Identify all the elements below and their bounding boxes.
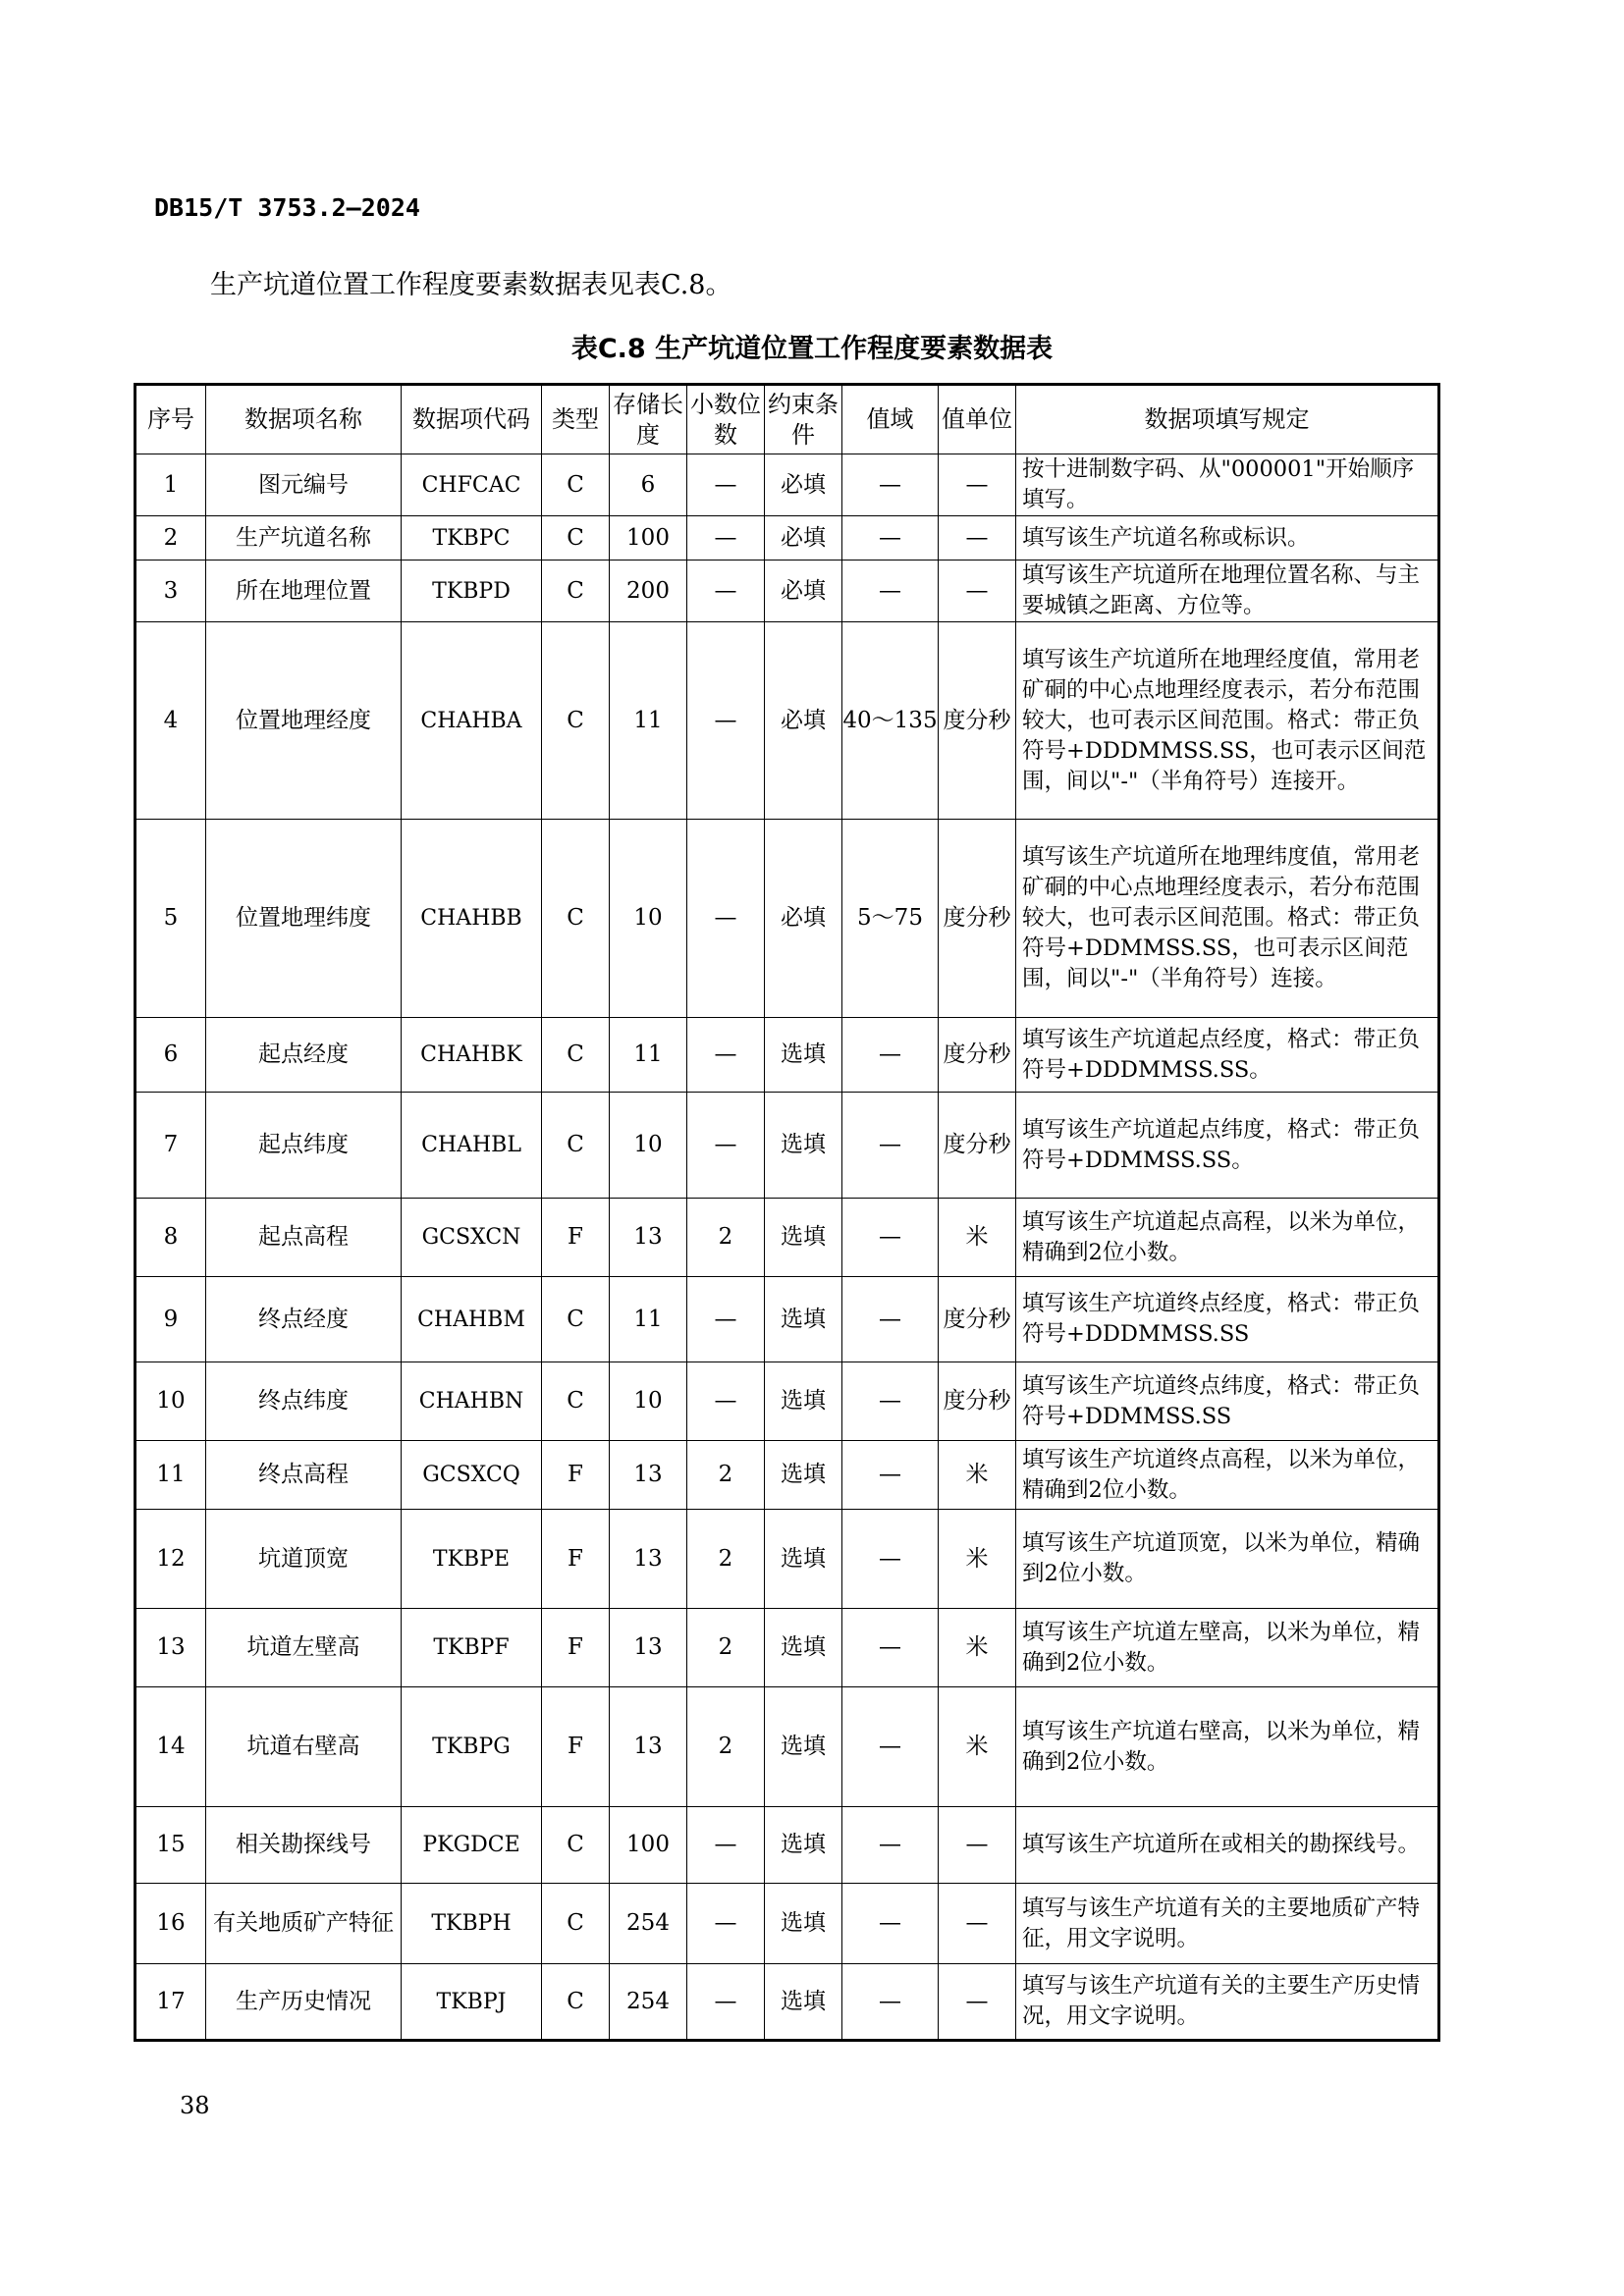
table-cell: 生产坑道名称 xyxy=(206,516,402,561)
table-cell: 填写该生产坑道起点纬度，格式：带正负符号+DDMMSS.SS。 xyxy=(1016,1093,1439,1199)
table-cell: 5 xyxy=(135,820,206,1018)
table-cell: 位置地理纬度 xyxy=(206,820,402,1018)
table-cell: — xyxy=(842,1807,939,1884)
table-row xyxy=(135,1441,1439,1510)
table-cell: 10 xyxy=(610,1362,687,1441)
column-header: 小数位数 xyxy=(687,385,765,454)
table-cell: — xyxy=(687,454,765,516)
table-cell: — xyxy=(687,1018,765,1093)
table-cell: 填写该生产坑道右壁高，以米为单位，精确到2位小数。 xyxy=(1016,1687,1439,1807)
table-cell: 11 xyxy=(610,1277,687,1362)
table-cell: 6 xyxy=(135,1018,206,1093)
table-cell: 起点经度 xyxy=(206,1018,402,1093)
table-cell: CHAHBK xyxy=(402,1018,542,1093)
table-cell: C xyxy=(542,1362,610,1441)
column-header: 值单位 xyxy=(939,385,1016,454)
table-row xyxy=(135,820,1439,1018)
table-cell: 13 xyxy=(610,1441,687,1510)
table-cell: — xyxy=(687,1964,765,2041)
table-cell: 2 xyxy=(687,1199,765,1277)
table-row xyxy=(135,1964,1439,2041)
table-cell: C xyxy=(542,454,610,516)
table-cell: CHAHBM xyxy=(402,1277,542,1362)
table-cell: 13 xyxy=(610,1609,687,1687)
table-cell: F xyxy=(542,1441,610,1510)
table-cell: 必填 xyxy=(765,622,842,820)
table-cell: — xyxy=(842,1884,939,1964)
table-cell: 坑道左壁高 xyxy=(206,1609,402,1687)
table-cell: — xyxy=(842,1687,939,1807)
table-cell: 起点高程 xyxy=(206,1199,402,1277)
table-cell: 填写该生产坑道起点经度，格式：带正负符号+DDDMMSS.SS。 xyxy=(1016,1018,1439,1093)
table-cell: 坑道右壁高 xyxy=(206,1687,402,1807)
table-cell: 100 xyxy=(610,1807,687,1884)
table-cell: — xyxy=(687,1362,765,1441)
column-header: 序号 xyxy=(135,385,206,454)
table-cell: — xyxy=(842,1362,939,1441)
table-cell: — xyxy=(842,516,939,561)
table-cell: C xyxy=(542,1807,610,1884)
table-row xyxy=(135,1884,1439,1964)
table-cell: 填写该生产坑道终点高程，以米为单位，精确到2位小数。 xyxy=(1016,1441,1439,1510)
table-cell: 选填 xyxy=(765,1362,842,1441)
table-cell: CHFCAC xyxy=(402,454,542,516)
table-cell: 选填 xyxy=(765,1510,842,1609)
table-cell: 填写该生产坑道终点经度，格式：带正负符号+DDDMMSS.SS xyxy=(1016,1277,1439,1362)
table-cell: 11 xyxy=(135,1441,206,1510)
table-cell: 2 xyxy=(135,516,206,561)
table-cell: 5～75 xyxy=(842,820,939,1018)
table-cell: — xyxy=(939,561,1016,622)
table-cell: C xyxy=(542,561,610,622)
table-cell: C xyxy=(542,1277,610,1362)
table-cell: — xyxy=(842,1964,939,2041)
table-cell: 选填 xyxy=(765,1018,842,1093)
table-cell: 选填 xyxy=(765,1964,842,2041)
table-cell: PKGDCE xyxy=(402,1807,542,1884)
table-cell: 12 xyxy=(135,1510,206,1609)
table-cell: C xyxy=(542,1018,610,1093)
table-cell: C xyxy=(542,820,610,1018)
table-row xyxy=(135,516,1439,561)
table-cell: 填写该生产坑道名称或标识。 xyxy=(1016,516,1439,561)
table-cell: 填写该生产坑道终点纬度，格式：带正负符号+DDMMSS.SS xyxy=(1016,1362,1439,1441)
table-cell: 40～135 xyxy=(842,622,939,820)
table-cell: C xyxy=(542,622,610,820)
table-row xyxy=(135,1687,1439,1807)
table-cell: — xyxy=(939,1964,1016,2041)
column-header: 数据项名称 xyxy=(206,385,402,454)
table-cell: 15 xyxy=(135,1807,206,1884)
table-cell: — xyxy=(842,1510,939,1609)
table-cell: TKBPE xyxy=(402,1510,542,1609)
table-cell: TKBPJ xyxy=(402,1964,542,2041)
table-cell: 按十进制数字码、从"000001"开始顺序填写。 xyxy=(1016,454,1439,516)
table-row xyxy=(135,1277,1439,1362)
table-cell: 填写与该生产坑道有关的主要地质矿产特征，用文字说明。 xyxy=(1016,1884,1439,1964)
table-row xyxy=(135,1018,1439,1093)
table-cell: 图元编号 xyxy=(206,454,402,516)
table-cell: 1 xyxy=(135,454,206,516)
table-cell: 选填 xyxy=(765,1884,842,1964)
table-cell: 10 xyxy=(135,1362,206,1441)
table-cell: TKBPG xyxy=(402,1687,542,1807)
table-cell: — xyxy=(687,516,765,561)
table-cell: 终点纬度 xyxy=(206,1362,402,1441)
table-cell: 填写该生产坑道所在或相关的勘探线号。 xyxy=(1016,1807,1439,1884)
table-cell: 100 xyxy=(610,516,687,561)
table-cell: 填写该生产坑道所在地理经度值，常用老矿硐的中心点地理经度表示，若分布范围较大，也可表示区间范围。格式：带正负符号+DDDMMSS.SS，也可表示区间范围，间以"-"（半角符号）连接开。 xyxy=(1016,622,1439,820)
document-code: DB15/T 3753.2—2024 xyxy=(154,193,420,222)
table-cell: 13 xyxy=(610,1199,687,1277)
table-cell: 必填 xyxy=(765,820,842,1018)
table-cell: 填写该生产坑道左壁高，以米为单位，精确到2位小数。 xyxy=(1016,1609,1439,1687)
table-cell: — xyxy=(842,1093,939,1199)
table-cell: F xyxy=(542,1687,610,1807)
table-cell: — xyxy=(687,1093,765,1199)
table-cell: 选填 xyxy=(765,1609,842,1687)
column-header: 类型 xyxy=(542,385,610,454)
table-cell: 米 xyxy=(939,1609,1016,1687)
column-header: 数据项填写规定 xyxy=(1016,385,1439,454)
table-cell: GCSXCN xyxy=(402,1199,542,1277)
table-cell: TKBPC xyxy=(402,516,542,561)
table-cell: 坑道顶宽 xyxy=(206,1510,402,1609)
table-row xyxy=(135,1609,1439,1687)
table-cell: 选填 xyxy=(765,1807,842,1884)
intro-paragraph: 生产坑道位置工作程度要素数据表见表C.8。 xyxy=(210,270,732,300)
table-cell: 9 xyxy=(135,1277,206,1362)
table-cell: 17 xyxy=(135,1964,206,2041)
table-cell: — xyxy=(842,561,939,622)
table-cell: TKBPH xyxy=(402,1884,542,1964)
table-cell: 2 xyxy=(687,1441,765,1510)
table-cell: 选填 xyxy=(765,1199,842,1277)
table-cell: 16 xyxy=(135,1884,206,1964)
table-cell: 13 xyxy=(135,1609,206,1687)
column-header: 约束条件 xyxy=(765,385,842,454)
table-cell: 生产历史情况 xyxy=(206,1964,402,2041)
table-cell: 米 xyxy=(939,1510,1016,1609)
table-cell: — xyxy=(842,1441,939,1510)
table-cell: 必填 xyxy=(765,561,842,622)
table-cell: TKBPD xyxy=(402,561,542,622)
table-cell: 2 xyxy=(687,1609,765,1687)
table-cell: F xyxy=(542,1510,610,1609)
table-header-row xyxy=(135,385,1439,454)
table-row xyxy=(135,1510,1439,1609)
table-cell: 终点经度 xyxy=(206,1277,402,1362)
table-cell: 4 xyxy=(135,622,206,820)
table-cell: 11 xyxy=(610,1018,687,1093)
table-cell: C xyxy=(542,1093,610,1199)
table-cell: 2 xyxy=(687,1687,765,1807)
table-cell: — xyxy=(687,1277,765,1362)
table-row xyxy=(135,622,1439,820)
table-cell: — xyxy=(687,561,765,622)
table-cell: F xyxy=(542,1199,610,1277)
table-cell: CHAHBL xyxy=(402,1093,542,1199)
table-cell: 填写该生产坑道起点高程，以米为单位，精确到2位小数。 xyxy=(1016,1199,1439,1277)
table-row xyxy=(135,1093,1439,1199)
table-row xyxy=(135,561,1439,622)
table-cell: 起点纬度 xyxy=(206,1093,402,1199)
table-cell: 填写该生产坑道顶宽，以米为单位，精确到2位小数。 xyxy=(1016,1510,1439,1609)
table-cell: 254 xyxy=(610,1884,687,1964)
table-cell: — xyxy=(687,1807,765,1884)
table-cell: 选填 xyxy=(765,1687,842,1807)
table-cell: 200 xyxy=(610,561,687,622)
table-cell: 填写与该生产坑道有关的主要生产历史情况，用文字说明。 xyxy=(1016,1964,1439,2041)
table-cell: 度分秒 xyxy=(939,1018,1016,1093)
table-cell: 10 xyxy=(610,1093,687,1199)
table-cell: GCSXCQ xyxy=(402,1441,542,1510)
table-cell: — xyxy=(939,1807,1016,1884)
table-cell: 选填 xyxy=(765,1277,842,1362)
table-cell: 13 xyxy=(610,1510,687,1609)
table-cell: — xyxy=(842,1018,939,1093)
table-cell: — xyxy=(842,1609,939,1687)
table-cell: 11 xyxy=(610,622,687,820)
table-cell: C xyxy=(542,1964,610,2041)
table-cell: 米 xyxy=(939,1441,1016,1510)
table-cell: — xyxy=(939,1884,1016,1964)
table-cell: 254 xyxy=(610,1964,687,2041)
table-title: 表C.8 生产坑道位置工作程度要素数据表 xyxy=(570,334,1054,364)
table-row xyxy=(135,1362,1439,1441)
table-cell: 选填 xyxy=(765,1441,842,1510)
table-cell: 米 xyxy=(939,1687,1016,1807)
table-cell: 度分秒 xyxy=(939,622,1016,820)
column-header: 存储长度 xyxy=(610,385,687,454)
table-cell: C xyxy=(542,516,610,561)
table-cell: C xyxy=(542,1884,610,1964)
table-cell: 位置地理经度 xyxy=(206,622,402,820)
table-cell: CHAHBB xyxy=(402,820,542,1018)
table-cell: 所在地理位置 xyxy=(206,561,402,622)
table-cell: 14 xyxy=(135,1687,206,1807)
table-cell: CHAHBN xyxy=(402,1362,542,1441)
table-cell: 填写该生产坑道所在地理纬度值，常用老矿硐的中心点地理经度表示，若分布范围较大，也可表示区间范围。格式：带正负符号+DDMMSS.SS，也可表示区间范围，间以"-"（半角符号）连接。 xyxy=(1016,820,1439,1018)
column-header: 数据项代码 xyxy=(402,385,542,454)
table-cell: 度分秒 xyxy=(939,1093,1016,1199)
table-cell: 选填 xyxy=(765,1093,842,1199)
table-cell: 相关勘探线号 xyxy=(206,1807,402,1884)
table-cell: 2 xyxy=(687,1510,765,1609)
table-cell: 度分秒 xyxy=(939,1277,1016,1362)
table-cell: F xyxy=(542,1609,610,1687)
table-cell: — xyxy=(939,516,1016,561)
data-spec-table xyxy=(134,383,1440,2042)
table-cell: — xyxy=(842,1199,939,1277)
table-cell: 终点高程 xyxy=(206,1441,402,1510)
table-cell: 8 xyxy=(135,1199,206,1277)
table-cell: — xyxy=(939,454,1016,516)
table-row xyxy=(135,1807,1439,1884)
table-cell: 必填 xyxy=(765,516,842,561)
table-cell: 10 xyxy=(610,820,687,1018)
table-cell: — xyxy=(687,622,765,820)
table-cell: 必填 xyxy=(765,454,842,516)
table-cell: 13 xyxy=(610,1687,687,1807)
table-cell: CHAHBA xyxy=(402,622,542,820)
table-cell: — xyxy=(687,1884,765,1964)
table-cell: 度分秒 xyxy=(939,820,1016,1018)
column-header: 值域 xyxy=(842,385,939,454)
table-cell: 度分秒 xyxy=(939,1362,1016,1441)
table-cell: 3 xyxy=(135,561,206,622)
table-row xyxy=(135,454,1439,516)
table-cell: — xyxy=(842,454,939,516)
table-cell: 7 xyxy=(135,1093,206,1199)
table-cell: — xyxy=(842,1277,939,1362)
table-cell: 有关地质矿产特征 xyxy=(206,1884,402,1964)
table-cell: TKBPF xyxy=(402,1609,542,1687)
table-cell: 米 xyxy=(939,1199,1016,1277)
table-row xyxy=(135,1199,1439,1277)
table-cell: 填写该生产坑道所在地理位置名称、与主要城镇之距离、方位等。 xyxy=(1016,561,1439,622)
table-cell: 6 xyxy=(610,454,687,516)
table-cell: — xyxy=(687,820,765,1018)
page-number: 38 xyxy=(180,2092,210,2119)
